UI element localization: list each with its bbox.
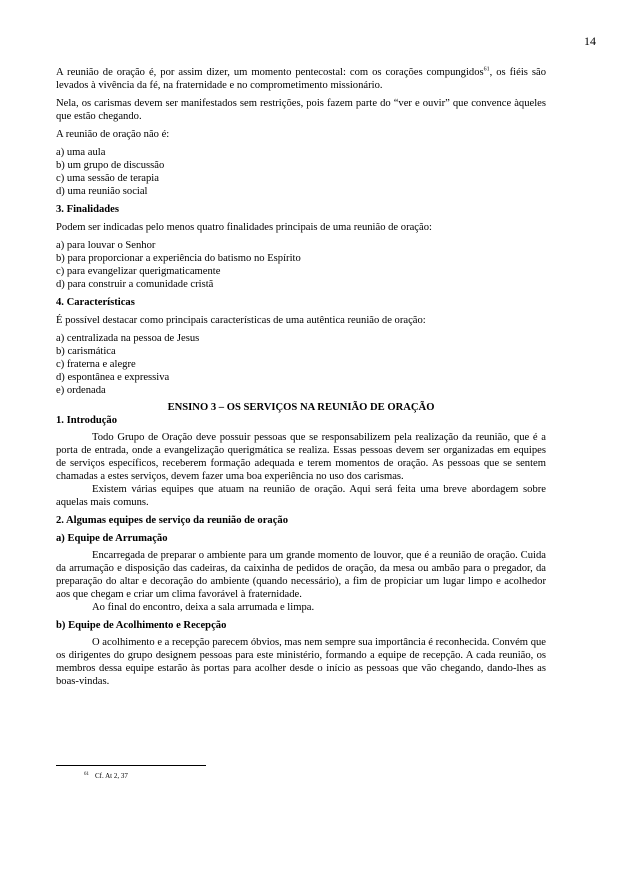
- subheading-equipe-acolhimento: b) Equipe de Acolhimento e Recepção: [56, 620, 227, 631]
- ensino-title: ENSINO 3 – OS SERVIÇOS NA REUNIÃO DE ORAÇÃO: [167, 402, 435, 413]
- acolhimento-paragraph-1: O acolhimento e a recepção parecem óbvios, mas nem sempre sua importância é reconhecida. Convém que os dirigentes do grupo designem pessoas para este ministério, formando a equipe de recepção. A cada reunião, os membros dessa equipe estarão às portas para acolher desde o início as pessoas que vão chegando, dando-lhes as boas-vindas.: [56, 637, 546, 687]
- section-heading-introducao: 1. Introdução: [56, 415, 118, 426]
- footnote-number: 61: [84, 771, 89, 777]
- list-item: d) uma reunião social: [56, 186, 148, 197]
- list-item: c) uma sessão de terapia: [56, 173, 159, 184]
- list-item: c) para evangelizar querigmaticamente: [56, 266, 221, 277]
- list-item: a) uma aula: [56, 147, 106, 158]
- subheading-equipe-arrumacao: a) Equipe de Arrumação: [56, 533, 168, 544]
- footnote-separator: [56, 765, 206, 766]
- section-heading-finalidades: 3. Finalidades: [56, 204, 119, 215]
- not-list: [56, 146, 546, 198]
- section-text-finalidades: Podem ser indicadas pelo menos quatro finalidades principais de uma reunião de oração:: [56, 222, 432, 233]
- list-item: b) para proporcionar a experiência do batismo no Espírito: [56, 253, 301, 264]
- list-item: d) para construir a comunidade cristã: [56, 279, 214, 290]
- introducao-paragraph-1: Todo Grupo de Oração deve possuir pessoas que se responsabilizem pela realização da reunião, que é a porta de entrada, onde a evangelização querigmática se realiza. Essas pessoas devem ser organizadas em equipes de serviços específicos, receberem formação adequada e terem momentos de oração. As pessoas que se sentem chamadas a estes serviços, devem fazer uma boa experiência no uso dos carismas.: [56, 432, 546, 482]
- list-item: e) ordenada: [56, 385, 106, 396]
- list-item: a) centralizada na pessoa de Jesus: [56, 333, 200, 344]
- arrumacao-paragraph-2: Ao final do encontro, deixa a sala arrumada e limpa.: [92, 602, 315, 613]
- section-text-caracteristicas: É possível destacar como principais características de uma autêntica reunião de oração:: [56, 315, 426, 326]
- list-item: b) um grupo de discussão: [56, 160, 165, 171]
- page-body: [56, 66, 546, 688]
- footnote: [84, 772, 128, 780]
- list-item: c) fraterna e alegre: [56, 359, 136, 370]
- introducao-paragraph-2: Existem várias equipes que atuam na reunião de oração. Aqui será feita uma breve abordagem sobre aquelas mais comuns.: [56, 484, 546, 508]
- intro-paragraph-1: A reunião de oração é, por assim dizer, um momento pentecostal: com os corações compungidos$^{61}$, os fiéis são levados à vivência da fé, na fraternidade e no comprometimento missionário.: [56, 66, 546, 91]
- intro-paragraph-2: Nela, os carismas devem ser manifestados sem restrições, pois fazem parte do “ver e ouvir” que convence àqueles que estão chegando.: [56, 98, 546, 122]
- section-heading-equipes: 2. Algumas equipes de serviço da reunião de oração: [56, 515, 288, 526]
- finalidades-list: [56, 239, 546, 291]
- intro-paragraph-3: A reunião de oração não é:: [56, 129, 170, 140]
- page-number: 14: [584, 34, 596, 48]
- footnote-reference[interactable]: 61: [483, 66, 490, 73]
- section-heading-caracteristicas: 4. Características: [56, 297, 135, 308]
- caracteristicas-list: [56, 332, 546, 397]
- list-item: b) carismática: [56, 346, 116, 357]
- list-item: a) para louvar o Senhor: [56, 240, 156, 251]
- list-item: d) espontânea e expressiva: [56, 372, 170, 383]
- footnote-text: Cf. At 2, 37: [95, 772, 128, 780]
- arrumacao-paragraph-1: Encarregada de preparar o ambiente para um grande momento de louvor, que é a reunião de oração. Cuida da arrumação e disposição das cadeiras, da caixinha de pedidos de oração, da mesa ou ambão para o pregador, da preparação do altar e decoração do ambiente (quando necessário), a fim de propiciar um lugar limpo e acolhedor aos que chegam e criar um clima favorável à fraternidade.: [56, 550, 546, 600]
